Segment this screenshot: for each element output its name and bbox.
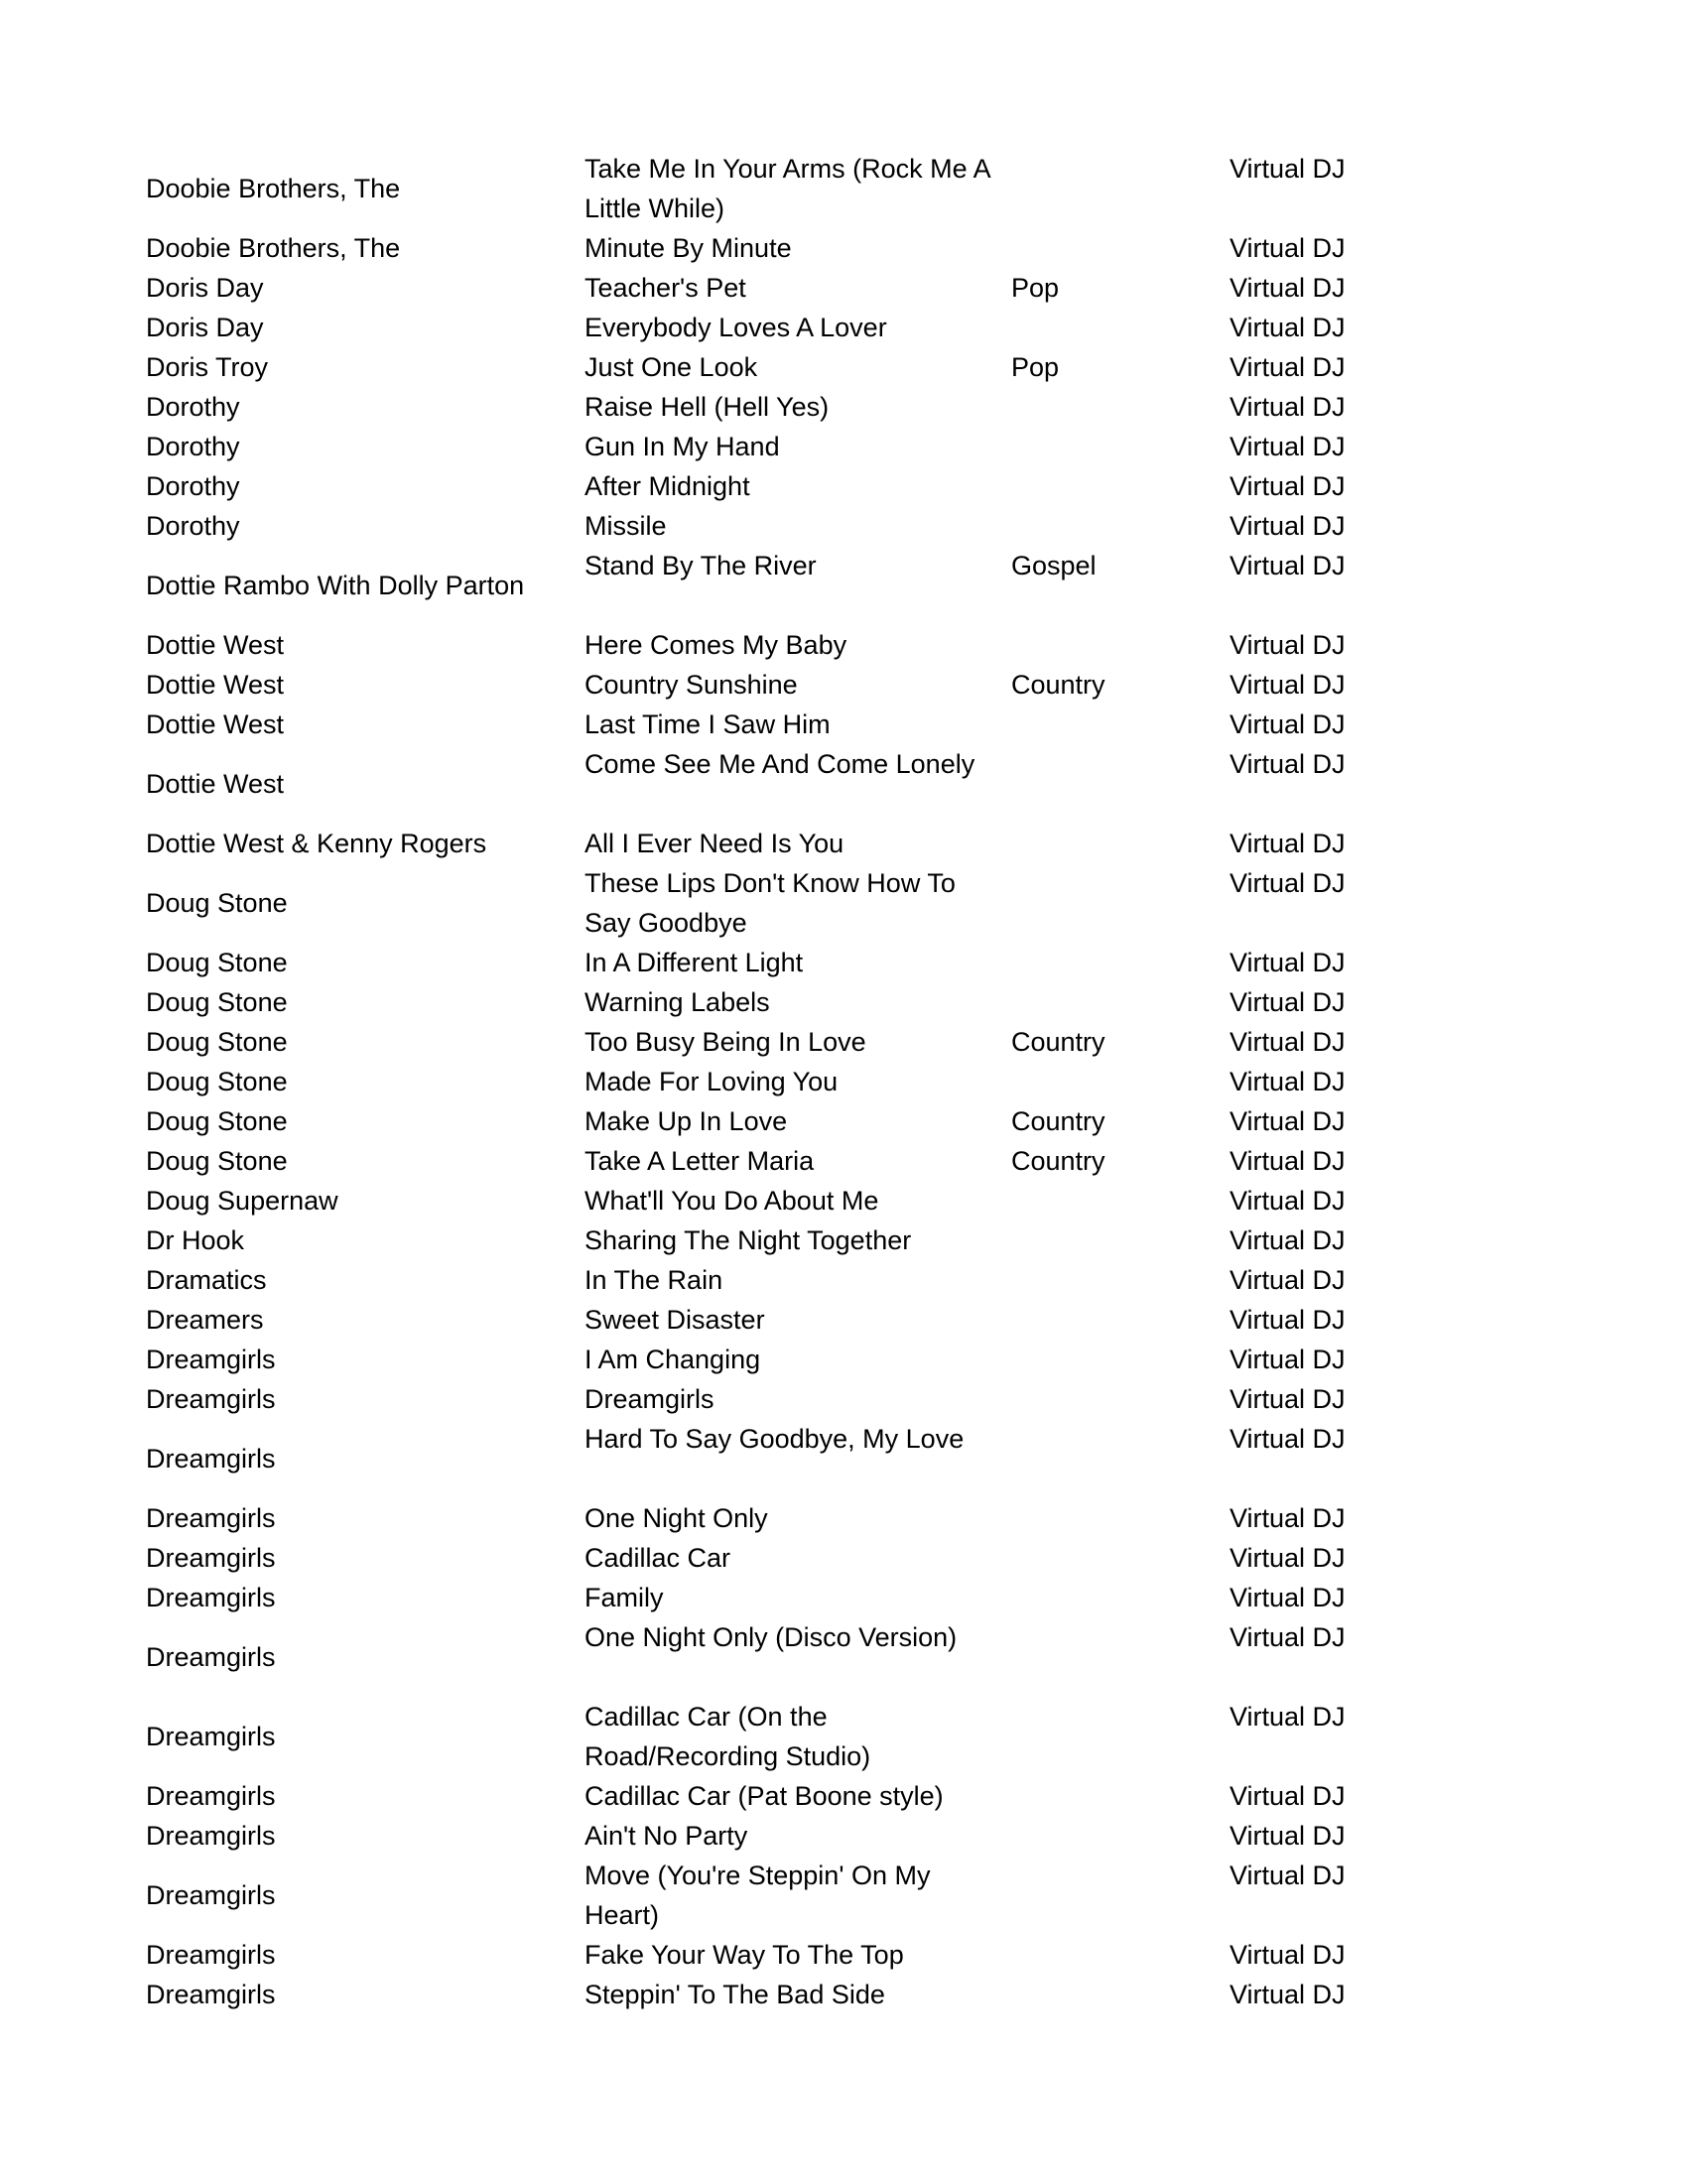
source-cell: Virtual DJ <box>1230 1543 1346 1573</box>
source-cell: Virtual DJ <box>1230 1503 1346 1533</box>
source-cell: Virtual DJ <box>1230 670 1346 700</box>
artist-cell: Dramatics <box>146 1265 267 1295</box>
artist-cell: Dottie West <box>146 670 285 700</box>
song-title-cell: Sweet Disaster <box>584 1305 765 1335</box>
table-row <box>146 1697 1396 1776</box>
artist-cell: Dottie West & Kenny Rogers <box>146 829 487 858</box>
song-title-cell: Take Me In Your Arms (Rock Me A Little While) <box>584 154 990 223</box>
source-cell: Virtual DJ <box>1230 868 1346 898</box>
table-row <box>146 1379 1396 1419</box>
song-title-cell: Take A Letter Maria <box>584 1146 815 1176</box>
source-cell: Virtual DJ <box>1230 1305 1346 1335</box>
song-title-cell: In A Different Light <box>584 948 804 977</box>
song-title-cell: One Night Only <box>584 1503 768 1533</box>
table-row <box>146 1419 1396 1498</box>
source-cell: Virtual DJ <box>1230 1622 1346 1652</box>
table-row <box>146 1181 1396 1220</box>
table-row <box>146 1300 1396 1340</box>
song-title-cell: Country Sunshine <box>584 670 798 700</box>
source-cell: Virtual DJ <box>1230 551 1346 580</box>
table-row <box>146 1340 1396 1379</box>
source-cell: Virtual DJ <box>1230 1027 1346 1057</box>
table-row <box>146 943 1396 982</box>
table-row <box>146 1816 1396 1856</box>
artist-cell: Dreamgirls <box>146 1583 276 1612</box>
table-row <box>146 1141 1396 1181</box>
artist-cell: Dreamgirls <box>146 1722 276 1751</box>
song-title-cell: Raise Hell (Hell Yes) <box>584 392 830 422</box>
song-title-cell: Teacher's Pet <box>584 273 746 303</box>
table-row <box>146 1101 1396 1141</box>
genre-cell: Pop <box>1011 352 1060 382</box>
source-cell: Virtual DJ <box>1230 749 1346 779</box>
song-title-cell: All I Ever Need Is You <box>584 829 844 858</box>
song-title-cell: Ain't No Party <box>584 1821 748 1851</box>
artist-cell: Dorothy <box>146 511 240 541</box>
source-cell: Virtual DJ <box>1230 1861 1346 1890</box>
genre-cell: Country <box>1011 1146 1105 1176</box>
source-cell: Virtual DJ <box>1230 1225 1346 1255</box>
artist-cell: Doris Day <box>146 313 264 342</box>
table-row <box>146 387 1396 427</box>
song-title-cell: After Midnight <box>584 471 750 501</box>
artist-cell: Dreamgirls <box>146 1543 276 1573</box>
source-cell: Virtual DJ <box>1230 1186 1346 1216</box>
source-cell: Virtual DJ <box>1230 1583 1346 1612</box>
table-row <box>146 149 1396 228</box>
song-title-cell: What'll You Do About Me <box>584 1186 879 1216</box>
genre-cell: Pop <box>1011 273 1060 303</box>
source-cell: Virtual DJ <box>1230 1940 1346 1970</box>
song-title-cell: Cadillac Car <box>584 1543 731 1573</box>
artist-cell: Doug Stone <box>146 1146 288 1176</box>
table-row <box>146 863 1396 943</box>
song-title-cell: Cadillac Car (On the Road/Recording Studio) <box>584 1702 871 1771</box>
artist-cell: Dreamgirls <box>146 1503 276 1533</box>
artist-cell: Dottie Rambo With Dolly Parton <box>146 571 525 600</box>
table-row <box>146 1538 1396 1578</box>
song-title-cell: Just One Look <box>584 352 758 382</box>
table-row <box>146 1856 1396 1935</box>
source-cell: Virtual DJ <box>1230 352 1346 382</box>
source-cell: Virtual DJ <box>1230 392 1346 422</box>
source-cell: Virtual DJ <box>1230 1781 1346 1811</box>
source-cell: Virtual DJ <box>1230 511 1346 541</box>
source-cell: Virtual DJ <box>1230 1821 1346 1851</box>
artist-cell: Dreamgirls <box>146 1940 276 1970</box>
song-title-cell: Fake Your Way To The Top <box>584 1940 904 1970</box>
table-row <box>146 466 1396 506</box>
artist-cell: Dr Hook <box>146 1225 245 1255</box>
song-title-cell: Make Up In Love <box>584 1106 788 1136</box>
table-row <box>146 546 1396 625</box>
song-title-cell: In The Rain <box>584 1265 723 1295</box>
artist-cell: Dreamgirls <box>146 1444 276 1474</box>
artist-cell: Doug Stone <box>146 1106 288 1136</box>
artist-cell: Dorothy <box>146 471 240 501</box>
table-row <box>146 744 1396 824</box>
artist-cell: Doobie Brothers, The <box>146 174 401 203</box>
artist-cell: Dreamers <box>146 1305 264 1335</box>
song-title-cell: Last Time I Saw Him <box>584 709 831 739</box>
song-title-cell: Move (You're Steppin' On My Heart) <box>584 1861 931 1930</box>
song-title-cell: Too Busy Being In Love <box>584 1027 866 1057</box>
genre-cell: Country <box>1011 1106 1105 1136</box>
artist-cell: Dottie West <box>146 630 285 660</box>
song-title-cell: Hard To Say Goodbye, My Love <box>584 1424 965 1454</box>
song-title-cell: Steppin' To The Bad Side <box>584 1980 885 2009</box>
table-row <box>146 1498 1396 1538</box>
artist-cell: Dreamgirls <box>146 1384 276 1414</box>
source-cell: Virtual DJ <box>1230 630 1346 660</box>
table-row <box>146 824 1396 863</box>
artist-cell: Dottie West <box>146 709 285 739</box>
song-title-cell: Made For Loving You <box>584 1067 839 1096</box>
table-row <box>146 427 1396 466</box>
source-cell: Virtual DJ <box>1230 987 1346 1017</box>
song-title-cell: Minute By Minute <box>584 233 792 263</box>
song-title-cell: Stand By The River <box>584 551 817 580</box>
artist-cell: Dottie West <box>146 769 285 799</box>
song-list-table <box>146 149 1396 2014</box>
table-row <box>146 705 1396 744</box>
artist-cell: Doug Supernaw <box>146 1186 338 1216</box>
song-title-cell: Family <box>584 1583 664 1612</box>
song-title-cell: Gun In My Hand <box>584 432 780 461</box>
table-row <box>146 1776 1396 1816</box>
table-row <box>146 1975 1396 2014</box>
artist-cell: Doug Stone <box>146 1027 288 1057</box>
artist-cell: Dorothy <box>146 432 240 461</box>
source-cell: Virtual DJ <box>1230 273 1346 303</box>
source-cell: Virtual DJ <box>1230 1980 1346 2009</box>
table-row <box>146 228 1396 268</box>
source-cell: Virtual DJ <box>1230 1265 1346 1295</box>
genre-cell: Country <box>1011 670 1105 700</box>
genre-cell: Gospel <box>1011 551 1097 580</box>
source-cell: Virtual DJ <box>1230 1345 1346 1374</box>
artist-cell: Doug Stone <box>146 1067 288 1096</box>
source-cell: Virtual DJ <box>1230 1067 1346 1096</box>
artist-cell: Dorothy <box>146 392 240 422</box>
table-row <box>146 665 1396 705</box>
song-title-cell: Missile <box>584 511 667 541</box>
table-row <box>146 625 1396 665</box>
source-cell: Virtual DJ <box>1230 948 1346 977</box>
source-cell: Virtual DJ <box>1230 313 1346 342</box>
song-title-cell: These Lips Don't Know How To Say Goodbye <box>584 868 956 938</box>
table-row <box>146 1062 1396 1101</box>
source-cell: Virtual DJ <box>1230 829 1346 858</box>
table-row <box>146 1022 1396 1062</box>
artist-cell: Doris Day <box>146 273 264 303</box>
source-cell: Virtual DJ <box>1230 1424 1346 1454</box>
song-title-cell: Here Comes My Baby <box>584 630 847 660</box>
table-row <box>146 347 1396 387</box>
artist-cell: Dreamgirls <box>146 1821 276 1851</box>
artist-cell: Doris Troy <box>146 352 269 382</box>
song-title-cell: Everybody Loves A Lover <box>584 313 887 342</box>
table-row <box>146 982 1396 1022</box>
artist-cell: Dreamgirls <box>146 1880 276 1910</box>
source-cell: Virtual DJ <box>1230 1146 1346 1176</box>
source-cell: Virtual DJ <box>1230 1384 1346 1414</box>
artist-cell: Doobie Brothers, The <box>146 233 401 263</box>
artist-cell: Doug Stone <box>146 987 288 1017</box>
song-title-cell: Dreamgirls <box>584 1384 714 1414</box>
song-title-cell: I Am Changing <box>584 1345 761 1374</box>
source-cell: Virtual DJ <box>1230 154 1346 184</box>
table-row <box>146 268 1396 308</box>
source-cell: Virtual DJ <box>1230 1106 1346 1136</box>
source-cell: Virtual DJ <box>1230 1702 1346 1732</box>
artist-cell: Doug Stone <box>146 888 288 918</box>
song-title-cell: Cadillac Car (Pat Boone style) <box>584 1781 944 1811</box>
song-title-cell: Sharing The Night Together <box>584 1225 912 1255</box>
source-cell: Virtual DJ <box>1230 233 1346 263</box>
artist-cell: Dreamgirls <box>146 1345 276 1374</box>
table-row <box>146 1578 1396 1617</box>
song-title-cell: Warning Labels <box>584 987 770 1017</box>
artist-cell: Dreamgirls <box>146 1980 276 2009</box>
source-cell: Virtual DJ <box>1230 471 1346 501</box>
table-row <box>146 1220 1396 1260</box>
song-title-cell: One Night Only (Disco Version) <box>584 1622 958 1652</box>
table-row <box>146 1260 1396 1300</box>
table-row <box>146 506 1396 546</box>
table-row <box>146 308 1396 347</box>
source-cell: Virtual DJ <box>1230 709 1346 739</box>
table-row <box>146 1617 1396 1697</box>
artist-cell: Dreamgirls <box>146 1781 276 1811</box>
song-title-cell: Come See Me And Come Lonely <box>584 749 975 779</box>
table-row <box>146 1935 1396 1975</box>
genre-cell: Country <box>1011 1027 1105 1057</box>
source-cell: Virtual DJ <box>1230 432 1346 461</box>
artist-cell: Doug Stone <box>146 948 288 977</box>
artist-cell: Dreamgirls <box>146 1642 276 1672</box>
